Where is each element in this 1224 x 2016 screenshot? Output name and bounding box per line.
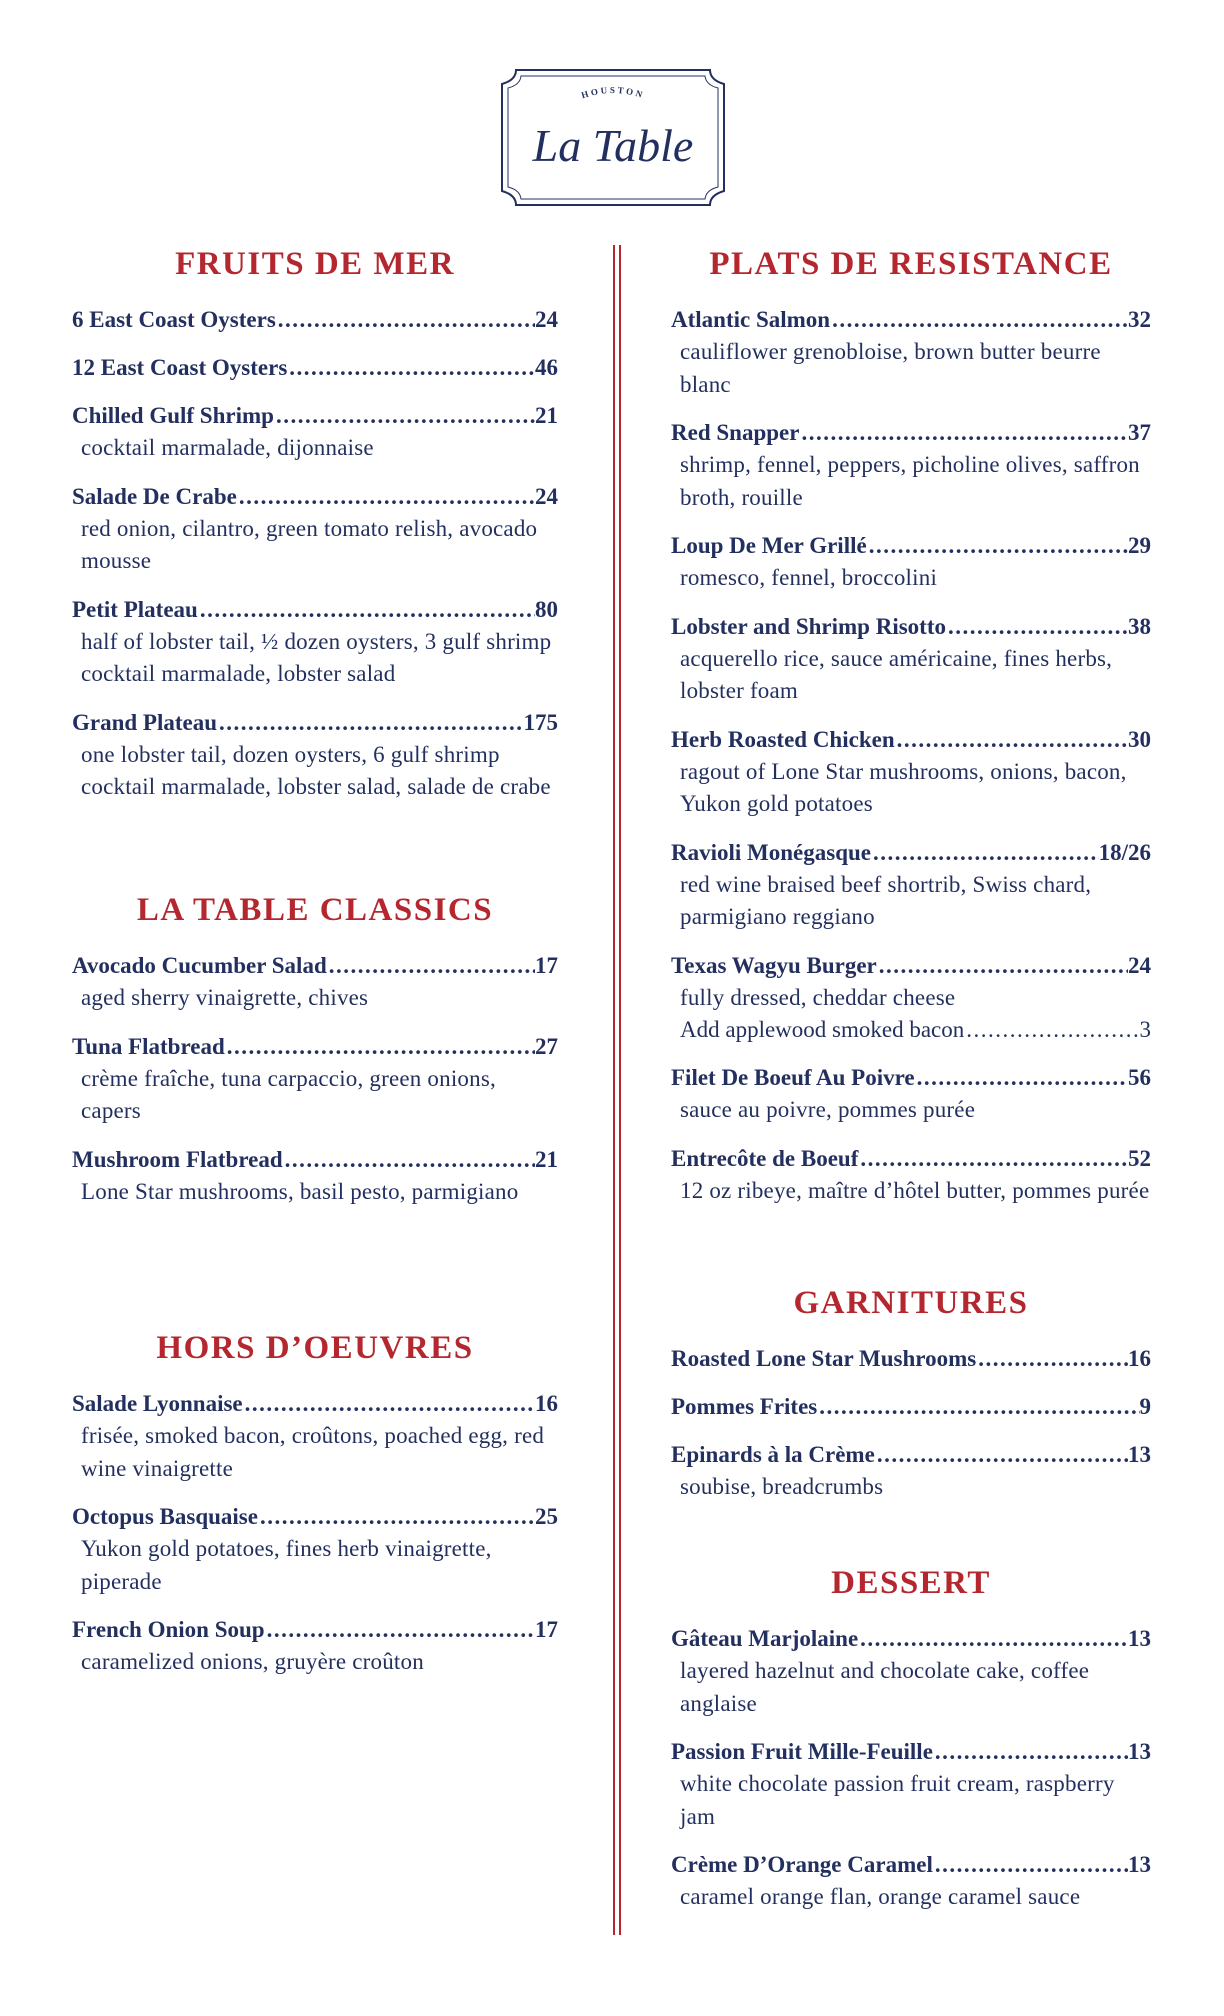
menu-item: [671, 1622, 1151, 1720]
menu-item-name: Ravioli Monégasque: [671, 839, 871, 865]
menu-item: [72, 593, 558, 691]
menu-item-line: [671, 1622, 1151, 1655]
menu-item: [72, 1143, 558, 1209]
menu-item-price: 29: [1128, 533, 1151, 558]
menu-item-line: [671, 303, 1151, 336]
menu-item-name: Passion Fruit Mille-Feuille: [671, 1739, 933, 1764]
menu-item-line: [671, 1061, 1151, 1094]
menu-item-name: Atlantic Salmon: [671, 307, 831, 332]
menu-item-name: Avocado Cucumber Salad: [72, 953, 327, 978]
menu-item-price: 30: [1128, 726, 1151, 752]
menu-item-description: Yukon gold potatoes, fines herb vinaigrette, piperade: [81, 1536, 492, 1594]
menu-item: [671, 610, 1151, 708]
menu-item-line: [671, 1390, 1151, 1423]
menu-item: [671, 416, 1151, 514]
menu-section-garnitures: [671, 1273, 1151, 1519]
menu-item-line: [72, 1143, 558, 1176]
menu-item: [72, 303, 558, 336]
menu-item-price: 16: [1128, 1346, 1151, 1371]
menu-item-name: Pommes Frites: [671, 1394, 818, 1419]
menu-item-price: 13: [1128, 1626, 1151, 1651]
menu-item-description: caramel orange flan, orange caramel sauce: [680, 1884, 1081, 1909]
menu-item-description: Lone Star mushrooms, basil pesto, parmigiano: [81, 1178, 519, 1204]
menu-item-description: red wine braised beef shortrib, Swiss chard, parmigiano reggiano: [680, 871, 1092, 929]
menu-item-description: crème fraîche, tuna carpaccio, green onions, capers: [81, 1065, 496, 1123]
menu-item-name: Gâteau Marjolaine: [671, 1626, 859, 1651]
menu-item-name: Filet De Boeuf Au Poivre: [671, 1065, 915, 1090]
addon-label: Add applewood smoked bacon: [680, 1017, 965, 1042]
menu-item-price: 17: [535, 1617, 558, 1642]
menu-item-line: [72, 949, 558, 982]
section-title: DESSERT: [831, 1565, 991, 1601]
logo-city: HOUSTON: [580, 84, 646, 101]
menu-section-plats-de-resistance: [671, 234, 1151, 1222]
menu-item-name: Salade De Crabe: [72, 483, 237, 509]
menu-item-price: 21: [535, 403, 558, 428]
menu-item-line: [671, 836, 1151, 869]
menu-item-name: Octopus Basquaise: [72, 1504, 258, 1529]
menu-item-line: [72, 706, 558, 739]
menu-item-price: 27: [535, 1033, 558, 1059]
menu-item: [72, 1613, 558, 1679]
menu-item-line: [72, 1030, 558, 1063]
menu-item: [72, 399, 558, 465]
dot-leader: [858, 1142, 1128, 1175]
menu-item-line: [671, 1735, 1151, 1768]
menu-item: [671, 1390, 1151, 1423]
menu-item: [671, 1342, 1151, 1375]
menu-item-description: red onion, cilantro, green tomato relish, avocado mousse: [81, 515, 538, 573]
dot-leader: [915, 1061, 1128, 1094]
menu-item-line: [72, 480, 558, 513]
menu-item-line: [671, 1438, 1151, 1471]
menu-item-name: 6 East Coast Oysters: [72, 307, 276, 332]
menu-item-description: ragout of Lone Star mushrooms, onions, bacon, Yukon gold potatoes: [680, 758, 1127, 816]
menu-item-name: Grand Plateau: [72, 709, 218, 735]
dot-leader: [830, 303, 1128, 336]
menu-item-description: layered hazelnut and chocolate cake, coffee anglaise: [680, 1658, 1090, 1716]
menu-item: [671, 303, 1151, 401]
dot-leader: [976, 1342, 1128, 1375]
section-title: FRUITS DE MER: [175, 246, 455, 282]
menu-item-name: French Onion Soup: [72, 1617, 265, 1642]
menu-item-price: 21: [535, 1146, 558, 1172]
menu-item: [671, 949, 1151, 1047]
dot-leader: [258, 1500, 535, 1533]
menu-item-line: [671, 610, 1151, 643]
restaurant-logo: [498, 66, 728, 209]
menu-section-hors-d-oeuvres: [72, 1318, 558, 1694]
dot-leader: [871, 836, 1099, 869]
dot-leader: [276, 303, 535, 336]
menu-section-dessert: [671, 1553, 1151, 1929]
dot-leader: [867, 529, 1128, 562]
dot-leader: [198, 593, 535, 626]
menu-item-description: half of lobster tail, ½ dozen oysters, 3 gulf shrimp cocktail marmalade, lobster salad: [81, 628, 552, 686]
dot-leader: [225, 1030, 535, 1063]
dot-leader: [875, 1438, 1128, 1471]
dot-leader: [877, 949, 1128, 982]
dot-leader: [283, 1143, 535, 1176]
section-title: HORS D’OEUVRES: [156, 1330, 474, 1366]
menu-item-price: 38: [1128, 613, 1151, 639]
menu-item-description: sauce au poivre, pommes purée: [680, 1097, 976, 1122]
menu-item: [671, 723, 1151, 821]
menu-item-price: 52: [1128, 1145, 1151, 1171]
menu-item-line: [671, 529, 1151, 562]
menu-item-description: fully dressed, cheddar cheese: [680, 984, 956, 1010]
menu-item-price: 13: [1128, 1739, 1151, 1764]
menu-item-line: [72, 351, 558, 384]
menu-item-name: Lobster and Shrimp Risotto: [671, 613, 946, 639]
menu-item-description: acquerello rice, sauce américaine, fines herbs, lobster foam: [680, 645, 1113, 703]
menu-item-name: Crème D’Orange Caramel: [671, 1852, 933, 1877]
menu-item-name: 12 East Coast Oysters: [72, 355, 288, 380]
dot-leader: [274, 399, 535, 432]
menu-item-line: [671, 416, 1151, 449]
menu-item-description: romesco, fennel, broccolini: [680, 565, 938, 590]
menu-item-name: Salade Lyonnaise: [72, 1391, 243, 1416]
menu-item-description: soubise, breadcrumbs: [680, 1474, 884, 1499]
menu-item-price: 24: [1128, 952, 1151, 978]
menu-item-name: Loup De Mer Grillé: [671, 533, 867, 558]
menu-item: [72, 1500, 558, 1598]
section-title: LA TABLE CLASSICS: [136, 892, 494, 928]
menu-item-price: 13: [1128, 1442, 1151, 1467]
dot-leader: [799, 416, 1128, 449]
menu-item-name: Herb Roasted Chicken: [671, 726, 895, 752]
menu-item-price: 56: [1128, 1065, 1151, 1090]
menu-item-line: [671, 1848, 1151, 1881]
dot-leader: [265, 1613, 535, 1646]
menu-item-description: cauliflower grenobloise, brown butter beurre blanc: [680, 339, 1101, 397]
menu-item-line: [671, 1342, 1151, 1375]
menu-item-price: 16: [535, 1391, 558, 1416]
menu-item-line: [72, 1613, 558, 1646]
menu-item-price: 24: [535, 307, 558, 332]
menu-item-description: 12 oz ribeye, maître d’hôtel butter, pommes purée: [680, 1177, 1150, 1203]
menu-item: [671, 1438, 1151, 1504]
menu-section-fruits-de-mer: [72, 234, 558, 819]
menu-item-price: 25: [535, 1504, 558, 1529]
menu-item-name: Petit Plateau: [72, 596, 198, 622]
menu-item-line: [72, 593, 558, 626]
dot-leader: [817, 1390, 1139, 1423]
menu-item-addon: [671, 1014, 1151, 1046]
menu-item-price: 18/26: [1098, 839, 1151, 865]
menu-item: [671, 836, 1151, 934]
menu-item-description: shrimp, fennel, peppers, picholine olives, saffron broth, rouille: [680, 452, 1140, 510]
dot-leader: [237, 480, 535, 513]
dot-leader: [217, 706, 523, 739]
menu-item-line: [671, 723, 1151, 756]
menu-item-line: [72, 303, 558, 336]
menu-item-name: Entrecôte de Boeuf: [671, 1145, 859, 1171]
dot-leader: [327, 949, 535, 982]
menu-item-line: [72, 1500, 558, 1533]
menu-item-price: 32: [1128, 307, 1151, 332]
menu-item-price: 9: [1139, 1394, 1151, 1419]
menu-item: [72, 949, 558, 1015]
menu-item-name: Chilled Gulf Shrimp: [72, 403, 274, 428]
menu-item: [671, 1735, 1151, 1833]
menu-item: [72, 480, 558, 578]
menu-item: [671, 529, 1151, 595]
menu-item: [72, 1030, 558, 1128]
menu-item-line: [671, 949, 1151, 982]
menu-item-name: Texas Wagyu Burger: [671, 952, 877, 978]
menu-item-price: 37: [1128, 420, 1151, 445]
menu-item-description: caramelized onions, gruyère croûton: [81, 1649, 424, 1674]
column-divider-right: [619, 245, 621, 1935]
section-title: GARNITURES: [793, 1285, 1029, 1321]
menu-item-name: Roasted Lone Star Mushrooms: [671, 1346, 977, 1371]
menu-item: [72, 351, 558, 384]
menu-item-price: 17: [535, 953, 558, 978]
dot-leader: [287, 351, 535, 384]
menu-item: [671, 1848, 1151, 1914]
addon-price: 3: [1139, 1017, 1151, 1042]
menu-item-name: Red Snapper: [671, 420, 800, 445]
menu-item-price: 46: [535, 355, 558, 380]
menu-item-price: 13: [1128, 1852, 1151, 1877]
dot-leader: [946, 610, 1128, 643]
dot-leader: [858, 1622, 1128, 1655]
menu-item-description: one lobster tail, dozen oysters, 6 gulf shrimp cocktail marmalade, lobster salad, salade de crabe: [81, 741, 551, 799]
menu-item-name: Epinards à la Crème: [671, 1442, 875, 1467]
menu-item-description: aged sherry vinaigrette, chives: [81, 985, 369, 1010]
menu-item-line: [72, 1387, 558, 1420]
menu-item-line: [72, 399, 558, 432]
menu-item-price: 175: [523, 709, 558, 735]
menu-item-description: frisée, smoked bacon, croûtons, poached egg, red wine vinaigrette: [81, 1423, 545, 1481]
dot-leader: [933, 1735, 1128, 1768]
menu-section-la-table-classics: [72, 880, 558, 1223]
menu-item-description: cocktail marmalade, dijonnaise: [81, 435, 374, 460]
section-title: PLATS DE RESISTANCE: [709, 246, 1113, 282]
menu-item: [72, 706, 558, 804]
menu-item-price: 24: [535, 483, 558, 509]
menu-item: [72, 1387, 558, 1485]
menu-item-price: 80: [535, 596, 558, 622]
logo-name: La Table: [532, 120, 694, 171]
dot-leader: [895, 723, 1128, 756]
dot-leader: [243, 1387, 535, 1420]
menu-item-name: Mushroom Flatbread: [72, 1146, 283, 1172]
menu-item-name: Tuna Flatbread: [72, 1033, 225, 1059]
dot-leader: [964, 1014, 1139, 1046]
menu-item-description: white chocolate passion fruit cream, raspberry jam: [680, 1771, 1115, 1829]
column-divider-left: [613, 245, 615, 1935]
menu-item: [671, 1142, 1151, 1208]
dot-leader: [933, 1848, 1128, 1881]
menu-item-line: [671, 1142, 1151, 1175]
menu-item: [671, 1061, 1151, 1127]
